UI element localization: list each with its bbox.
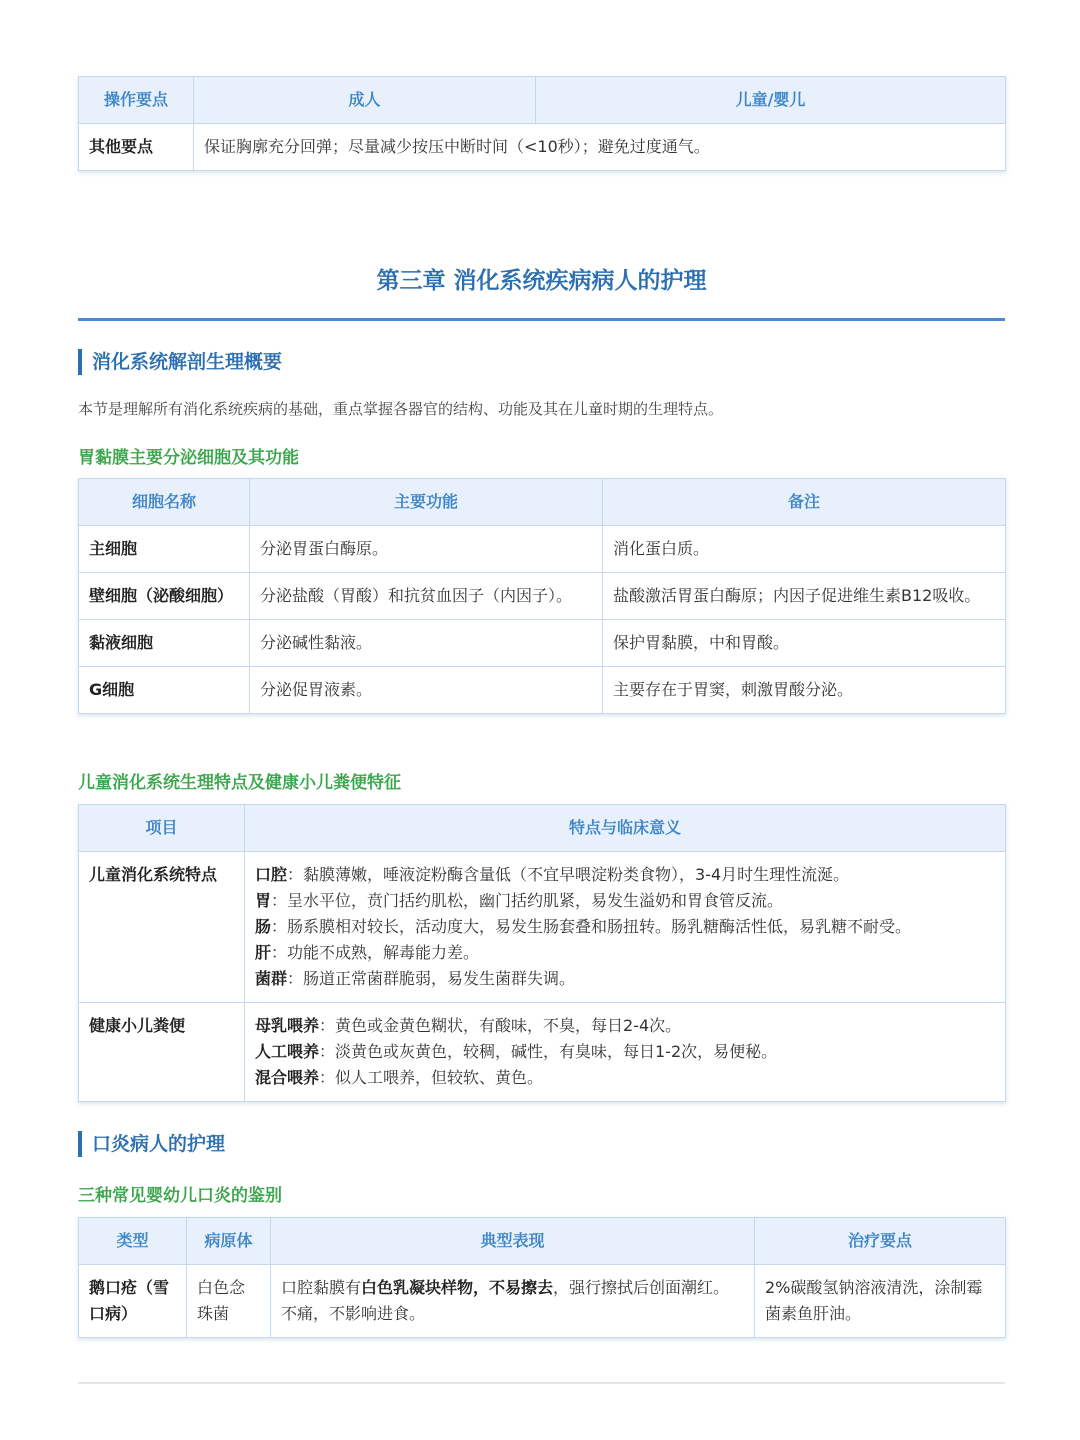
- table-row: [79, 1265, 1006, 1338]
- cell-name: G细胞: [79, 667, 250, 714]
- secretory-cells-table-wrap: [78, 478, 1005, 714]
- table-row: [79, 1003, 1006, 1102]
- subsection-heading: 胃黏膜主要分泌细胞及其功能: [78, 448, 299, 468]
- row-key-cell: 健康小儿粪便: [79, 1003, 245, 1102]
- feature-text: ：功能不成熟，解毒能力差。: [271, 943, 480, 962]
- table-header-row: [79, 1218, 1006, 1265]
- feature-line: [255, 966, 995, 992]
- table-header-row: [79, 77, 1006, 124]
- type-cell: 鹅口疮（雪口病）: [79, 1265, 187, 1338]
- feature-text: ：肠系膜相对较长，活动度大，易发生肠套叠和肠扭转。肠乳糖酶活性低，易乳糖不耐受。: [271, 917, 912, 936]
- symptom-cell: [271, 1265, 755, 1338]
- section-heading: 消化系统解剖生理概要: [78, 349, 282, 375]
- cell-name: 黏液细胞: [79, 620, 250, 667]
- cell-note: 保护胃黏膜，中和胃酸。: [603, 620, 1006, 667]
- table-row: [79, 852, 1006, 1003]
- table-row: [79, 667, 1006, 714]
- cell-name: 壁细胞（泌酸细胞）: [79, 573, 250, 620]
- feature-label: 肝: [255, 943, 272, 962]
- pathogen-cell: 白色念珠菌: [187, 1265, 271, 1338]
- operation-points-table-wrap: [78, 76, 1005, 171]
- feature-line: [255, 1065, 995, 1091]
- feature-line: [255, 1039, 995, 1065]
- row-text-cell: 保证胸廓充分回弹；尽量减少按压中断时间（<10秒）；避免过度通气。: [194, 124, 1006, 171]
- feature-label: 口腔: [255, 865, 288, 884]
- feature-label: 母乳喂养: [255, 1016, 320, 1035]
- header-cell: 儿童/婴儿: [536, 77, 1006, 124]
- operation-points-table: [78, 76, 1006, 171]
- header-cell: 项目: [79, 805, 245, 852]
- subsection-heading: 儿童消化系统生理特点及健康小儿粪便特征: [78, 773, 401, 793]
- treatment-cell: 2%碳酸氢钠溶液清洗，涂制霉菌素鱼肝油。: [755, 1265, 1006, 1338]
- header-cell: 细胞名称: [79, 479, 250, 526]
- chapter-title: 第三章 消化系统疾病病人的护理: [376, 268, 707, 294]
- section-heading: 口炎病人的护理: [78, 1131, 225, 1157]
- section-intro: 本节是理解所有消化系统疾病的基础，重点掌握各器官的结构、功能及其在儿童时期的生理特点。: [78, 400, 724, 418]
- feature-line: [255, 940, 995, 966]
- row-key-cell: 其他要点: [79, 124, 194, 171]
- cell-note: 主要存在于胃窦，刺激胃酸分泌。: [603, 667, 1006, 714]
- header-cell: 操作要点: [79, 77, 194, 124]
- header-cell: 典型表现: [271, 1218, 755, 1265]
- feature-text: ：黏膜薄嫩，唾液淀粉酶含量低（不宜早喂淀粉类食物），3-4月时生理性流涎。: [287, 865, 850, 884]
- table-row: [79, 620, 1006, 667]
- table-row: [79, 124, 1006, 171]
- table-row: [79, 526, 1006, 573]
- feature-label: 菌群: [255, 969, 288, 988]
- table-header-row: [79, 805, 1006, 852]
- cell-function: 分泌促胃液素。: [250, 667, 603, 714]
- table-row: [79, 573, 1006, 620]
- features-cell: [245, 1003, 1006, 1102]
- feature-label: 人工喂养: [255, 1042, 320, 1061]
- feature-label: 胃: [255, 891, 272, 910]
- cell-note: 盐酸激活胃蛋白酶原；内因子促进维生素B12吸收。: [603, 573, 1006, 620]
- feature-label: 肠: [255, 917, 272, 936]
- stomatitis-table: [78, 1217, 1006, 1338]
- symptom-emphasis: 白色乳凝块样物，不易擦去: [361, 1278, 554, 1297]
- child-digestive-table-wrap: [78, 804, 1005, 1102]
- header-cell: 病原体: [187, 1218, 271, 1265]
- header-cell: 备注: [603, 479, 1006, 526]
- feature-text: ：似人工喂养，但较软、黄色。: [319, 1068, 544, 1087]
- feature-label: 混合喂养: [255, 1068, 320, 1087]
- feature-text: ：呈水平位，贲门括约肌松，幽门括约肌紧，易发生溢奶和胃食管反流。: [271, 891, 784, 910]
- cell-name: 主细胞: [79, 526, 250, 573]
- header-cell: 类型: [79, 1218, 187, 1265]
- cell-function: 分泌盐酸（胃酸）和抗贫血因子（内因子）。: [250, 573, 603, 620]
- feature-line: [255, 862, 995, 888]
- cell-function: 分泌胃蛋白酶原。: [250, 526, 603, 573]
- symptom-text: 口腔黏膜有: [281, 1278, 362, 1297]
- header-cell: 主要功能: [250, 479, 603, 526]
- feature-text: ：黄色或金黄色糊状，有酸味，不臭，每日2-4次。: [319, 1016, 682, 1035]
- feature-line: [255, 888, 995, 914]
- header-cell: 治疗要点: [755, 1218, 1006, 1265]
- table-header-row: [79, 479, 1006, 526]
- child-digestive-table: [78, 804, 1006, 1102]
- feature-text: ：淡黄色或灰黄色，较稠，碱性，有臭味，每日1-2次，易便秘。: [319, 1042, 778, 1061]
- features-cell: [245, 852, 1006, 1003]
- feature-text: ：肠道正常菌群脆弱，易发生菌群失调。: [287, 969, 576, 988]
- feature-line: [255, 914, 995, 940]
- header-cell: 特点与临床意义: [245, 805, 1006, 852]
- header-cell: 成人: [194, 77, 536, 124]
- symptom-text: ，强行擦拭后创面潮红。不痛，不影响进食。: [281, 1278, 730, 1323]
- feature-line: [255, 1013, 995, 1039]
- row-key-cell: 儿童消化系统特点: [79, 852, 245, 1003]
- subsection-heading: 三种常见婴幼儿口炎的鉴别: [78, 1186, 282, 1206]
- chapter-divider: [78, 318, 1005, 321]
- page-bottom-divider: [78, 1382, 1005, 1384]
- stomatitis-table-wrap: [78, 1217, 1005, 1338]
- cell-note: 消化蛋白质。: [603, 526, 1006, 573]
- cell-function: 分泌碱性黏液。: [250, 620, 603, 667]
- secretory-cells-table: [78, 478, 1006, 714]
